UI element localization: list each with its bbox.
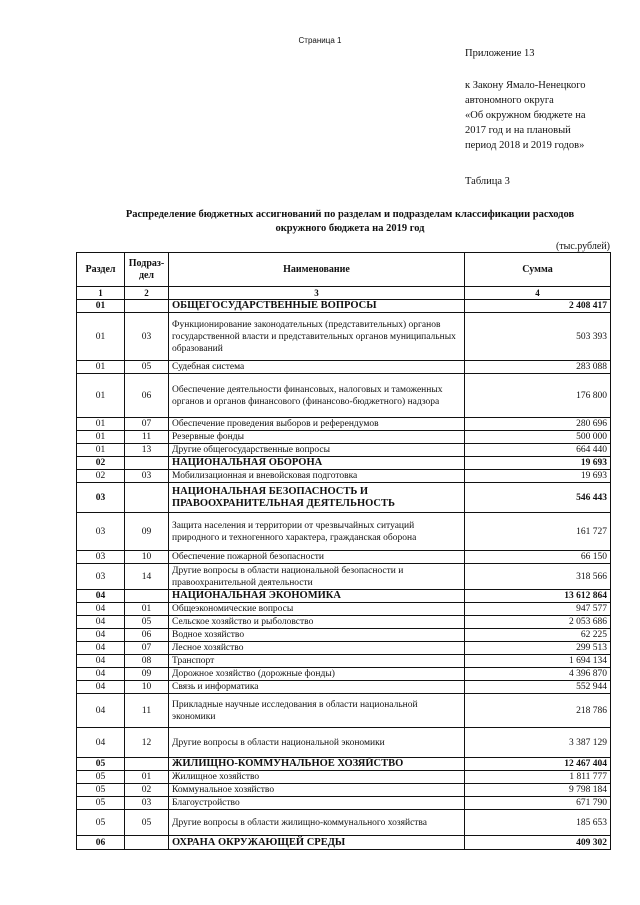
item-sum: 161 727 <box>465 513 611 551</box>
item-sum: 1 811 777 <box>465 771 611 784</box>
table-row <box>77 513 611 551</box>
table-row <box>77 797 611 810</box>
subsection-code: 13 <box>125 444 169 457</box>
subsection-code: 02 <box>125 784 169 797</box>
section-code: 03 <box>77 564 125 590</box>
section-row <box>77 758 611 771</box>
table-row <box>77 551 611 564</box>
header-subsection-line: дел <box>138 269 155 281</box>
table-row <box>77 668 611 681</box>
item-name: Обеспечение деятельности финансовых, налоговых и таможенных органов и органов финансового (финансово-бюджетного) надзора <box>169 374 465 418</box>
subsection-code: 03 <box>125 797 169 810</box>
column-number: 1 <box>77 287 125 300</box>
subsection-code: 03 <box>125 470 169 483</box>
table-row <box>77 444 611 457</box>
subsection-code: 05 <box>125 810 169 836</box>
document-title <box>80 208 620 236</box>
item-name: Обеспечение пожарной безопасности <box>169 551 465 564</box>
item-name: Защита населения и территории от чрезвычайных ситуаций природного и техногенного характера, гражданская оборона <box>169 513 465 551</box>
header-subsection-line: Подраз- <box>128 257 165 269</box>
item-name: ОХРАНА ОКРУЖАЮЩЕЙ СРЕДЫ <box>169 836 465 850</box>
section-code: 02 <box>77 470 125 483</box>
item-name: Дорожное хозяйство (дорожные фонды) <box>169 668 465 681</box>
section-code: 04 <box>77 629 125 642</box>
subsection-code <box>125 836 169 850</box>
table-row <box>77 564 611 590</box>
header-row <box>77 253 611 287</box>
item-sum: 280 696 <box>465 418 611 431</box>
subsection-code <box>125 457 169 470</box>
table-row <box>77 810 611 836</box>
section-code: 04 <box>77 655 125 668</box>
section-code: 01 <box>77 374 125 418</box>
subsection-code: 10 <box>125 681 169 694</box>
annex-title: Приложение 13 <box>465 48 535 59</box>
item-name: Общеэкономические вопросы <box>169 603 465 616</box>
item-sum: 12 467 404 <box>465 758 611 771</box>
item-name: Другие вопросы в области жилищно-коммунального хозяйства <box>169 810 465 836</box>
item-sum: 546 443 <box>465 483 611 513</box>
item-sum: 409 302 <box>465 836 611 850</box>
section-code: 04 <box>77 616 125 629</box>
subsection-code: 10 <box>125 551 169 564</box>
section-code: 05 <box>77 797 125 810</box>
item-sum: 2 053 686 <box>465 616 611 629</box>
subsection-code: 07 <box>125 642 169 655</box>
table-body <box>77 300 611 850</box>
item-name: Водное хозяйство <box>169 629 465 642</box>
item-name: НАЦИОНАЛЬНАЯ ОБОРОНА <box>169 457 465 470</box>
section-code: 02 <box>77 457 125 470</box>
subsection-code: 01 <box>125 771 169 784</box>
section-code: 01 <box>77 313 125 361</box>
table-row <box>77 771 611 784</box>
subsection-code: 08 <box>125 655 169 668</box>
item-sum: 664 440 <box>465 444 611 457</box>
item-sum: 503 393 <box>465 313 611 361</box>
item-sum: 19 693 <box>465 470 611 483</box>
item-sum: 318 566 <box>465 564 611 590</box>
subsection-code: 05 <box>125 616 169 629</box>
subsection-code: 06 <box>125 629 169 642</box>
table-row <box>77 418 611 431</box>
table-row <box>77 681 611 694</box>
item-name: НАЦИОНАЛЬНАЯ ЭКОНОМИКА <box>169 590 465 603</box>
section-code: 05 <box>77 784 125 797</box>
section-code: 04 <box>77 694 125 728</box>
section-code: 01 <box>77 431 125 444</box>
item-sum: 2 408 417 <box>465 300 611 313</box>
item-name: ОБЩЕГОСУДАРСТВЕННЫЕ ВОПРОСЫ <box>169 300 465 313</box>
item-name: Другие общегосударственные вопросы <box>169 444 465 457</box>
header-subsection <box>125 253 169 287</box>
subsection-code: 06 <box>125 374 169 418</box>
item-name: Обеспечение проведения выборов и референдумов <box>169 418 465 431</box>
annex-line: период 2018 и 2019 годов» <box>465 140 585 151</box>
annex-line: 2017 год и на плановый <box>465 125 571 136</box>
column-number: 3 <box>169 287 465 300</box>
section-row <box>77 300 611 313</box>
item-sum: 185 653 <box>465 810 611 836</box>
subsection-code <box>125 300 169 313</box>
table-row <box>77 431 611 444</box>
title-line: Распределение бюджетных ассигнований по разделам и подразделам классификации расходов <box>125 209 575 220</box>
item-name: Судебная система <box>169 361 465 374</box>
table-row <box>77 784 611 797</box>
section-code: 04 <box>77 603 125 616</box>
item-sum: 1 694 134 <box>465 655 611 668</box>
table-label: Таблица 3 <box>465 176 510 187</box>
subsection-code: 14 <box>125 564 169 590</box>
item-name: Коммунальное хозяйство <box>169 784 465 797</box>
section-row <box>77 590 611 603</box>
column-number-row <box>77 287 611 300</box>
item-sum: 500 000 <box>465 431 611 444</box>
subsection-code: 03 <box>125 313 169 361</box>
table-row <box>77 361 611 374</box>
item-name: Другие вопросы в области национальной экономики <box>169 728 465 758</box>
item-sum: 66 150 <box>465 551 611 564</box>
item-sum: 299 513 <box>465 642 611 655</box>
item-sum: 552 944 <box>465 681 611 694</box>
table-row <box>77 629 611 642</box>
subsection-code: 11 <box>125 694 169 728</box>
item-sum: 3 387 129 <box>465 728 611 758</box>
subsection-code: 12 <box>125 728 169 758</box>
item-sum: 62 225 <box>465 629 611 642</box>
item-sum: 218 786 <box>465 694 611 728</box>
section-code: 04 <box>77 590 125 603</box>
item-sum: 13 612 864 <box>465 590 611 603</box>
table-row <box>77 694 611 728</box>
column-number: 4 <box>465 287 611 300</box>
section-code: 05 <box>77 810 125 836</box>
annex-reference <box>465 78 635 153</box>
item-name: Благоустройство <box>169 797 465 810</box>
table-row <box>77 374 611 418</box>
section-code: 01 <box>77 444 125 457</box>
section-code: 04 <box>77 728 125 758</box>
subsection-code <box>125 590 169 603</box>
table-row <box>77 313 611 361</box>
section-code: 05 <box>77 771 125 784</box>
header-sum: Сумма <box>465 253 611 287</box>
section-code: 01 <box>77 300 125 313</box>
item-name: Транспорт <box>169 655 465 668</box>
budget-table <box>76 252 611 850</box>
item-name: Другие вопросы в области национальной безопасности и правоохранительной деятельности <box>169 564 465 590</box>
annex-line: к Закону Ямало-Ненецкого <box>465 80 586 91</box>
section-code: 03 <box>77 551 125 564</box>
section-row <box>77 457 611 470</box>
subsection-code: 05 <box>125 361 169 374</box>
section-code: 03 <box>77 483 125 513</box>
header-name: Наименование <box>169 253 465 287</box>
table-row <box>77 603 611 616</box>
title-line: окружного бюджета на 2019 год <box>275 223 425 234</box>
section-code: 06 <box>77 836 125 850</box>
item-sum: 176 800 <box>465 374 611 418</box>
item-sum: 671 790 <box>465 797 611 810</box>
item-name: Сельское хозяйство и рыболовство <box>169 616 465 629</box>
section-code: 05 <box>77 758 125 771</box>
subsection-code: 01 <box>125 603 169 616</box>
subsection-code: 07 <box>125 418 169 431</box>
annex-line: автономного округа <box>465 95 554 106</box>
subsection-code: 09 <box>125 668 169 681</box>
item-sum: 19 693 <box>465 457 611 470</box>
item-sum: 4 396 870 <box>465 668 611 681</box>
item-name: Резервные фонды <box>169 431 465 444</box>
column-number: 2 <box>125 287 169 300</box>
section-code: 03 <box>77 513 125 551</box>
subsection-code: 09 <box>125 513 169 551</box>
table-row <box>77 728 611 758</box>
section-code: 04 <box>77 681 125 694</box>
section-code: 04 <box>77 668 125 681</box>
units-label: (тыс.рублей) <box>555 241 610 252</box>
table-row <box>77 616 611 629</box>
section-row <box>77 836 611 850</box>
item-name: Функционирование законодательных (представительных) органов государственной власти и представительных органов муниципальных образований <box>169 313 465 361</box>
item-sum: 9 798 184 <box>465 784 611 797</box>
item-sum: 947 577 <box>465 603 611 616</box>
subsection-code: 11 <box>125 431 169 444</box>
section-code: 01 <box>77 361 125 374</box>
item-sum: 283 088 <box>465 361 611 374</box>
section-row <box>77 483 611 513</box>
table-row <box>77 470 611 483</box>
table-row <box>77 655 611 668</box>
item-name: ЖИЛИЩНО-КОММУНАЛЬНОЕ ХОЗЯЙСТВО <box>169 758 465 771</box>
item-name: НАЦИОНАЛЬНАЯ БЕЗОПАСНОСТЬ И ПРАВООХРАНИТЕЛЬНАЯ ДЕЯТЕЛЬНОСТЬ <box>169 483 465 513</box>
header-section: Раздел <box>77 253 125 287</box>
table-row <box>77 642 611 655</box>
page-label: Страница 1 <box>298 36 342 45</box>
subsection-code <box>125 758 169 771</box>
annex-line: «Об окружном бюджете на <box>465 110 586 121</box>
section-code: 04 <box>77 642 125 655</box>
item-name: Прикладные научные исследования в области национальной экономики <box>169 694 465 728</box>
item-name: Мобилизационная и вневойсковая подготовка <box>169 470 465 483</box>
item-name: Связь и информатика <box>169 681 465 694</box>
section-code: 01 <box>77 418 125 431</box>
item-name: Жилищное хозяйство <box>169 771 465 784</box>
subsection-code <box>125 483 169 513</box>
item-name: Лесное хозяйство <box>169 642 465 655</box>
